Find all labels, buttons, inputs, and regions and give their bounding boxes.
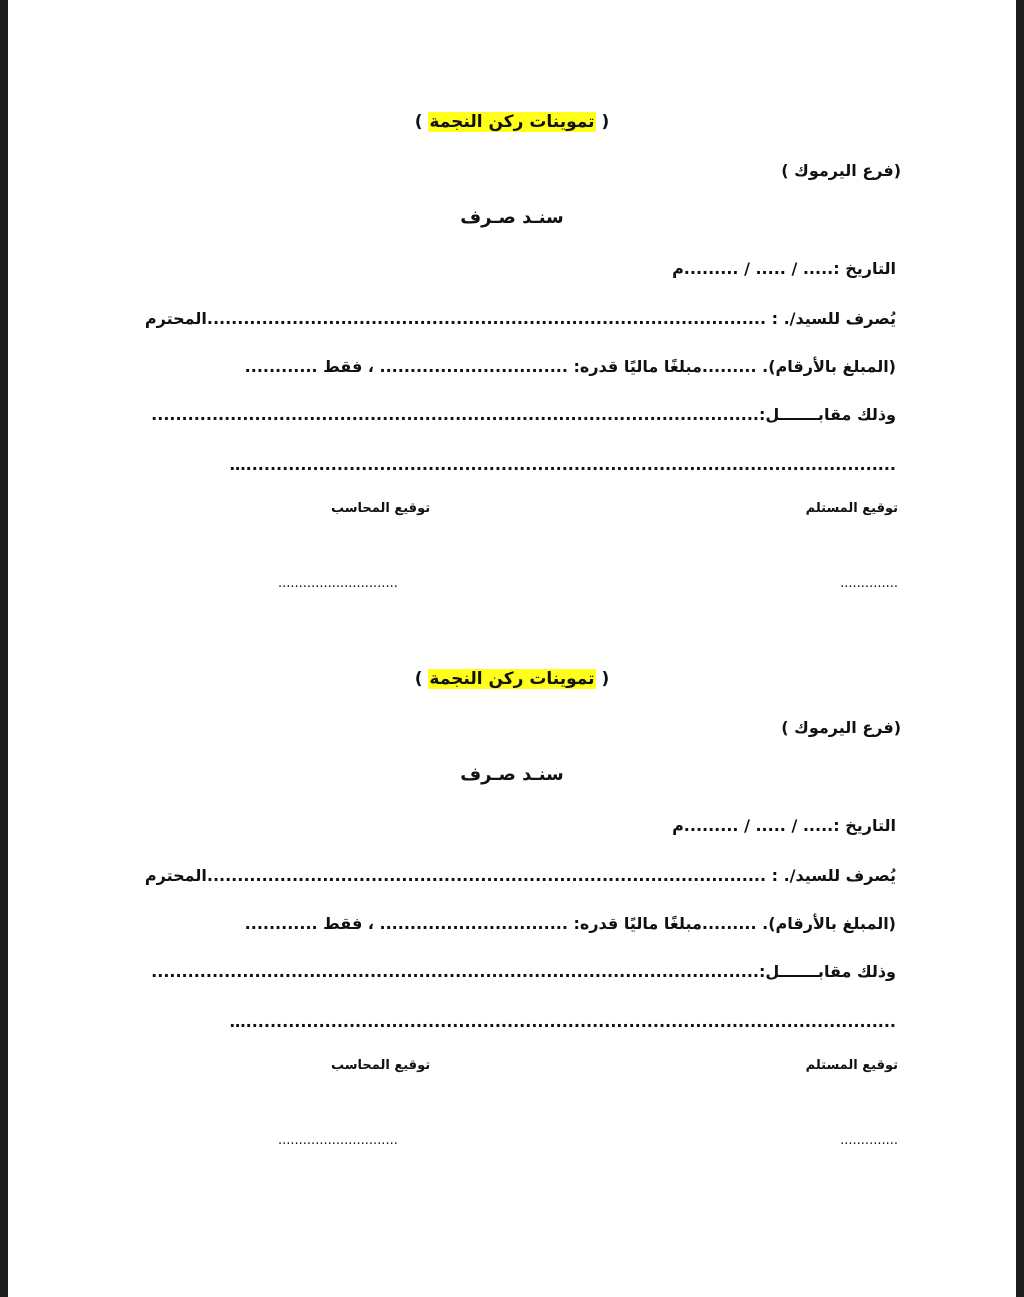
voucher-1 xyxy=(8,0,1016,591)
voucher-title: سنـد صـرف xyxy=(460,764,564,785)
accountant-signature-label: توقيع المحاسب xyxy=(331,1058,431,1073)
company-heading xyxy=(8,669,1016,689)
accountant-signature-line: ............................. xyxy=(278,1133,398,1148)
branch-name: (فرع اليرموك ) xyxy=(781,718,901,737)
amount-line: (المبلغ بالأرقام). .........مبلغًا ماليًا قدره: ............................... ، فقط ............ xyxy=(244,914,896,933)
paren-close: ) xyxy=(414,112,423,132)
purpose-line: وذلك مقابـــــــل:.................................................................................................... xyxy=(151,405,896,424)
pay-to-line: يُصرف للسيد/. : ............................................................................................المحترم xyxy=(144,866,896,885)
company-name: تموينات ركن النجمة xyxy=(429,669,595,689)
company-name: تموينات ركن النجمة xyxy=(429,112,595,132)
accountant-signature-label: توقيع المحاسب xyxy=(331,501,431,516)
company-heading xyxy=(8,112,1016,132)
accountant-signature-line: ............................. xyxy=(278,576,398,591)
date-line: التاريخ :..... / ..... / .........م xyxy=(672,259,896,278)
paren-close: ) xyxy=(414,669,423,689)
voucher-title: سنـد صـرف xyxy=(460,207,564,228)
extra-line: ...........................................................................................................… xyxy=(229,1012,896,1031)
document-page xyxy=(8,0,1016,1297)
receiver-signature-line: .............. xyxy=(840,1133,898,1148)
branch-name: (فرع اليرموك ) xyxy=(781,161,901,180)
pay-to-line: يُصرف للسيد/. : ............................................................................................المحترم xyxy=(144,309,896,328)
receiver-signature-label: توقيع المستلم xyxy=(805,1058,898,1073)
voucher-2 xyxy=(8,557,1016,1148)
right-border xyxy=(1016,0,1024,1297)
receiver-signature-label: توقيع المستلم xyxy=(805,501,898,516)
purpose-line: وذلك مقابـــــــل:.................................................................................................... xyxy=(151,962,896,981)
receiver-signature-line: .............. xyxy=(840,576,898,591)
paren-open: ( xyxy=(601,112,610,132)
extra-line: ...........................................................................................................… xyxy=(229,455,896,474)
paren-open: ( xyxy=(601,669,610,689)
left-border xyxy=(0,0,8,1297)
amount-line: (المبلغ بالأرقام). .........مبلغًا ماليًا قدره: ............................... ، فقط ............ xyxy=(244,357,896,376)
date-line: التاريخ :..... / ..... / .........م xyxy=(672,816,896,835)
